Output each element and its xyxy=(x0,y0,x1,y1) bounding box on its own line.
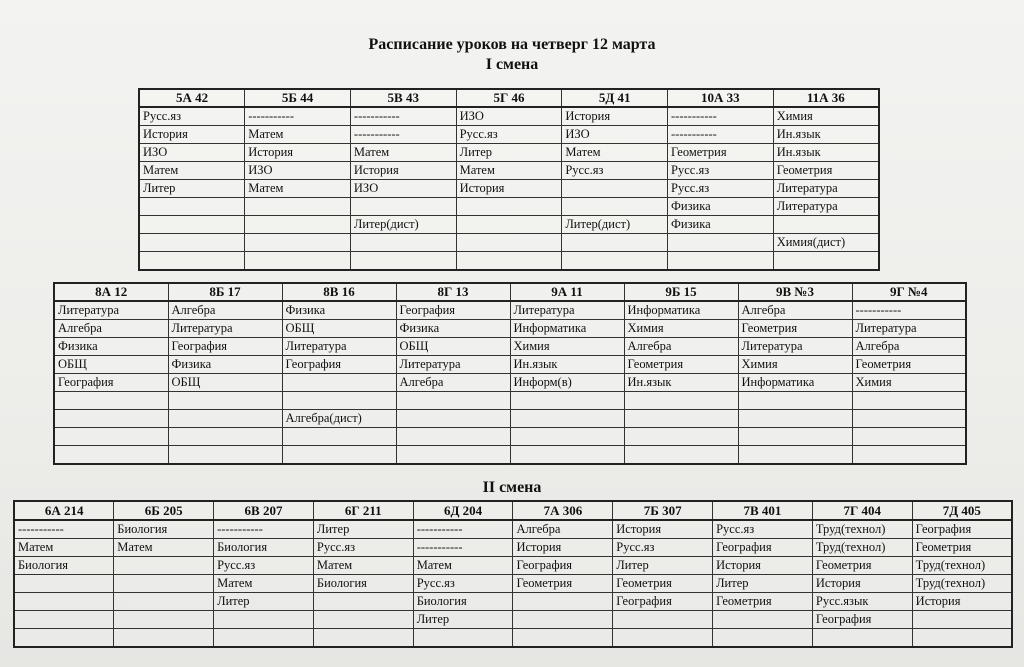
lesson-cell xyxy=(54,446,168,465)
lesson-cell: Химия xyxy=(624,320,738,338)
lesson-cell xyxy=(713,629,813,648)
lesson-cell xyxy=(912,629,1012,648)
class-header: 7Г 404 xyxy=(812,501,912,520)
lesson-cell: Литература xyxy=(510,301,624,320)
lesson-cell: ----------- xyxy=(14,520,114,539)
lesson-cell: Русс.яз xyxy=(668,180,774,198)
class-header: 7Д 405 xyxy=(912,501,1012,520)
lesson-cell: Русс.язык xyxy=(812,593,912,611)
lesson-cell: Литер xyxy=(456,144,562,162)
lesson-cell xyxy=(668,252,774,271)
lesson-cell: История xyxy=(350,162,456,180)
lesson-cell xyxy=(313,593,413,611)
lesson-cell xyxy=(114,575,214,593)
lesson-cell xyxy=(245,216,351,234)
lesson-cell: Русс.яз xyxy=(413,575,513,593)
lesson-cell xyxy=(413,629,513,648)
class-header: 7В 401 xyxy=(713,501,813,520)
lesson-cell xyxy=(313,629,413,648)
shift-1-label: I смена xyxy=(485,56,539,73)
lesson-row xyxy=(139,107,879,126)
lesson-cell: Литер xyxy=(214,593,314,611)
lesson-cell: География xyxy=(912,520,1012,539)
lesson-cell xyxy=(852,392,966,410)
class-header: 5Д 41 xyxy=(562,89,668,107)
lesson-cell: Ин.язык xyxy=(510,356,624,374)
lesson-cell: Алгебра xyxy=(852,338,966,356)
class-header: 8Б 17 xyxy=(168,283,282,301)
lesson-cell: Химия(дист) xyxy=(773,234,879,252)
lesson-cell xyxy=(456,216,562,234)
lesson-cell: Геометрия xyxy=(812,557,912,575)
lesson-cell: Русс.яз xyxy=(313,539,413,557)
lesson-row xyxy=(14,593,1012,611)
lesson-cell xyxy=(168,446,282,465)
lesson-cell: Литер xyxy=(313,520,413,539)
class-header: 10А 33 xyxy=(668,89,774,107)
lesson-cell xyxy=(14,575,114,593)
lesson-cell: История xyxy=(139,126,245,144)
lesson-cell xyxy=(114,557,214,575)
lesson-cell: Информатика xyxy=(624,301,738,320)
lesson-cell xyxy=(350,234,456,252)
lesson-cell: Алгебра xyxy=(738,301,852,320)
lesson-row xyxy=(14,575,1012,593)
lesson-row xyxy=(14,520,1012,539)
lesson-cell xyxy=(562,252,668,271)
lesson-cell: Физика xyxy=(168,356,282,374)
lesson-cell: ИЗО xyxy=(562,126,668,144)
lesson-cell: Алгебра xyxy=(168,301,282,320)
lesson-cell: Литер xyxy=(613,557,713,575)
lesson-cell: Геометрия xyxy=(513,575,613,593)
class-header: 5Б 44 xyxy=(245,89,351,107)
lesson-cell xyxy=(114,629,214,648)
lesson-cell: Литер xyxy=(139,180,245,198)
lesson-cell: Русс.яз xyxy=(214,557,314,575)
lesson-cell: Биология xyxy=(214,539,314,557)
lesson-cell: География xyxy=(513,557,613,575)
class-header: 5Г 46 xyxy=(456,89,562,107)
lesson-cell xyxy=(282,392,396,410)
lesson-cell xyxy=(510,410,624,428)
lesson-cell xyxy=(513,593,613,611)
lesson-cell: Биология xyxy=(313,575,413,593)
lesson-cell xyxy=(168,410,282,428)
lesson-cell xyxy=(510,392,624,410)
class-header: 9Б 15 xyxy=(624,283,738,301)
lesson-cell: ----------- xyxy=(852,301,966,320)
lesson-row xyxy=(14,629,1012,648)
class-header: 9Г №4 xyxy=(852,283,966,301)
class-header: 6Б 205 xyxy=(114,501,214,520)
lesson-cell: Литература xyxy=(282,338,396,356)
lesson-cell: География xyxy=(168,338,282,356)
lesson-cell xyxy=(14,593,114,611)
lesson-cell: География xyxy=(713,539,813,557)
class-header: 5А 42 xyxy=(139,89,245,107)
class-header: 11А 36 xyxy=(773,89,879,107)
lesson-cell: История xyxy=(513,539,613,557)
lesson-cell: Матем xyxy=(313,557,413,575)
lesson-row xyxy=(139,234,879,252)
lesson-row xyxy=(54,301,966,320)
lesson-cell xyxy=(624,410,738,428)
lesson-cell xyxy=(562,234,668,252)
lesson-cell: География xyxy=(812,611,912,629)
lesson-cell: Геометрия xyxy=(668,144,774,162)
lesson-cell xyxy=(114,593,214,611)
lesson-cell: Литер(дист) xyxy=(350,216,456,234)
lesson-cell: История xyxy=(912,593,1012,611)
lesson-cell xyxy=(812,629,912,648)
lesson-cell xyxy=(738,410,852,428)
lesson-cell: Химия xyxy=(852,374,966,392)
lesson-cell xyxy=(396,392,510,410)
lesson-cell: Матем xyxy=(350,144,456,162)
lesson-cell xyxy=(613,629,713,648)
lesson-cell: ----------- xyxy=(413,520,513,539)
lesson-cell: Русс.яз xyxy=(613,539,713,557)
lesson-cell: Литер xyxy=(713,575,813,593)
lesson-cell: Геометрия xyxy=(773,162,879,180)
lesson-cell: ИЗО xyxy=(350,180,456,198)
lesson-row xyxy=(14,539,1012,557)
lesson-cell: Русс.яз xyxy=(139,107,245,126)
lesson-cell: ИЗО xyxy=(456,107,562,126)
header-row xyxy=(14,501,1012,520)
lesson-cell xyxy=(668,234,774,252)
lesson-cell xyxy=(282,374,396,392)
lesson-cell: Литература xyxy=(773,198,879,216)
lesson-cell xyxy=(396,428,510,446)
class-header: 7А 306 xyxy=(513,501,613,520)
class-header: 9В №3 xyxy=(738,283,852,301)
lesson-cell: Ин.язык xyxy=(773,126,879,144)
lesson-cell: Информатика xyxy=(510,320,624,338)
lesson-cell xyxy=(14,611,114,629)
class-header: 5В 43 xyxy=(350,89,456,107)
lesson-cell: Геометрия xyxy=(852,356,966,374)
lesson-cell xyxy=(738,446,852,465)
lesson-cell: Алгебра xyxy=(624,338,738,356)
lesson-cell: Русс.яз xyxy=(668,162,774,180)
lesson-cell: Литература xyxy=(168,320,282,338)
lesson-cell xyxy=(214,629,314,648)
header-row xyxy=(54,283,966,301)
lesson-cell: Биология xyxy=(413,593,513,611)
class-header: 6А 214 xyxy=(14,501,114,520)
lesson-cell xyxy=(852,446,966,465)
lesson-cell: Матем xyxy=(245,180,351,198)
lesson-cell: Матем xyxy=(245,126,351,144)
lesson-cell: Русс.яз xyxy=(562,162,668,180)
lesson-cell: История xyxy=(456,180,562,198)
lesson-cell xyxy=(139,252,245,271)
lesson-cell: История xyxy=(812,575,912,593)
lesson-cell xyxy=(350,252,456,271)
lesson-row xyxy=(54,374,966,392)
lesson-cell xyxy=(852,428,966,446)
lesson-cell: ----------- xyxy=(214,520,314,539)
lesson-cell xyxy=(456,252,562,271)
lesson-cell: Физика xyxy=(54,338,168,356)
lesson-row xyxy=(139,126,879,144)
lesson-cell: Литер(дист) xyxy=(562,216,668,234)
class-header: 6В 207 xyxy=(214,501,314,520)
lesson-cell: Литература xyxy=(852,320,966,338)
lesson-row xyxy=(54,392,966,410)
class-header: 8В 16 xyxy=(282,283,396,301)
lesson-cell: ----------- xyxy=(668,126,774,144)
lesson-row xyxy=(54,320,966,338)
lesson-cell: ----------- xyxy=(413,539,513,557)
lesson-cell xyxy=(713,611,813,629)
lesson-cell: Ин.язык xyxy=(624,374,738,392)
lesson-cell xyxy=(139,216,245,234)
lesson-cell: Геометрия xyxy=(624,356,738,374)
lesson-cell: Информ(в) xyxy=(510,374,624,392)
lesson-cell xyxy=(510,446,624,465)
lesson-cell xyxy=(396,446,510,465)
lesson-cell xyxy=(14,629,114,648)
schedule-table-grades-6-7 xyxy=(13,500,1013,648)
lesson-row xyxy=(139,180,879,198)
lesson-cell: ИЗО xyxy=(139,144,245,162)
lesson-cell: ИЗО xyxy=(245,162,351,180)
page-title: Расписание уроков на четверг 12 марта xyxy=(368,36,656,53)
lesson-cell: Алгебра xyxy=(54,320,168,338)
lesson-cell: История xyxy=(713,557,813,575)
lesson-cell xyxy=(168,392,282,410)
lesson-cell: Матем xyxy=(114,539,214,557)
lesson-row xyxy=(14,557,1012,575)
lesson-cell: ----------- xyxy=(350,107,456,126)
lesson-cell: Матем xyxy=(413,557,513,575)
header-row xyxy=(139,89,879,107)
lesson-cell: География xyxy=(613,593,713,611)
lesson-cell xyxy=(513,611,613,629)
lesson-cell xyxy=(852,410,966,428)
lesson-cell: Биология xyxy=(14,557,114,575)
class-header: 6Г 211 xyxy=(313,501,413,520)
lesson-cell: Литер xyxy=(413,611,513,629)
lesson-cell: Физика xyxy=(668,216,774,234)
lesson-cell xyxy=(245,252,351,271)
schedule-table-grades-5-11 xyxy=(138,88,880,271)
lesson-cell: ----------- xyxy=(245,107,351,126)
class-header: 6Д 204 xyxy=(413,501,513,520)
lesson-cell: Физика xyxy=(668,198,774,216)
lesson-cell: География xyxy=(282,356,396,374)
lesson-cell xyxy=(624,428,738,446)
schedule-table-grades-8-9 xyxy=(53,282,967,465)
lesson-cell: Труд(технол) xyxy=(812,539,912,557)
lesson-cell: Труд(технол) xyxy=(912,575,1012,593)
lesson-cell: Алгебра xyxy=(396,374,510,392)
lesson-cell: Информатика xyxy=(738,374,852,392)
lesson-cell xyxy=(773,252,879,271)
lesson-cell: ОБЩ xyxy=(168,374,282,392)
lesson-cell xyxy=(513,629,613,648)
lesson-row xyxy=(139,198,879,216)
lesson-cell: Матем xyxy=(562,144,668,162)
lesson-cell: ОБЩ xyxy=(282,320,396,338)
lesson-cell xyxy=(456,198,562,216)
lesson-cell xyxy=(350,198,456,216)
lesson-cell: География xyxy=(396,301,510,320)
lesson-cell: ----------- xyxy=(668,107,774,126)
lesson-cell: Алгебра(дист) xyxy=(282,410,396,428)
lesson-cell xyxy=(282,428,396,446)
lesson-cell: Русс.яз xyxy=(456,126,562,144)
lesson-cell: Литература xyxy=(396,356,510,374)
lesson-cell: История xyxy=(613,520,713,539)
lesson-cell xyxy=(562,180,668,198)
lesson-cell: Матем xyxy=(14,539,114,557)
lesson-cell xyxy=(139,198,245,216)
lesson-cell xyxy=(912,611,1012,629)
lesson-cell xyxy=(245,234,351,252)
class-header: 9А 11 xyxy=(510,283,624,301)
lesson-cell xyxy=(396,410,510,428)
lesson-cell: Труд(технол) xyxy=(812,520,912,539)
lesson-cell: Химия xyxy=(510,338,624,356)
lesson-row xyxy=(54,428,966,446)
lesson-row xyxy=(139,144,879,162)
lesson-cell: Литература xyxy=(773,180,879,198)
lesson-cell xyxy=(245,198,351,216)
lesson-cell: ОБЩ xyxy=(396,338,510,356)
lesson-cell: Геометрия xyxy=(738,320,852,338)
lesson-cell: Биология xyxy=(114,520,214,539)
lesson-cell xyxy=(624,446,738,465)
lesson-row xyxy=(54,356,966,374)
class-header: 8А 12 xyxy=(54,283,168,301)
lesson-cell xyxy=(738,428,852,446)
lesson-cell: Ин.язык xyxy=(773,144,879,162)
lesson-cell xyxy=(168,428,282,446)
lesson-cell: Химия xyxy=(773,107,879,126)
class-header: 7Б 307 xyxy=(613,501,713,520)
lesson-cell xyxy=(456,234,562,252)
lesson-cell: Матем xyxy=(139,162,245,180)
lesson-cell xyxy=(214,611,314,629)
lesson-cell xyxy=(54,410,168,428)
lesson-cell: Геометрия xyxy=(912,539,1012,557)
lesson-cell: Алгебра xyxy=(513,520,613,539)
lesson-cell: Литература xyxy=(54,301,168,320)
lesson-cell xyxy=(624,392,738,410)
lesson-cell: Матем xyxy=(456,162,562,180)
lesson-cell xyxy=(313,611,413,629)
lesson-cell xyxy=(738,392,852,410)
lesson-cell xyxy=(613,611,713,629)
lesson-row xyxy=(54,338,966,356)
lesson-cell: Литература xyxy=(738,338,852,356)
lesson-cell xyxy=(139,234,245,252)
lesson-cell xyxy=(54,392,168,410)
lesson-row xyxy=(139,252,879,271)
lesson-cell: Геометрия xyxy=(713,593,813,611)
lesson-cell xyxy=(54,428,168,446)
lesson-cell: Труд(технол) xyxy=(912,557,1012,575)
lesson-row xyxy=(54,410,966,428)
shift-2-label: II смена xyxy=(482,479,542,496)
lesson-cell: Матем xyxy=(214,575,314,593)
lesson-cell xyxy=(562,198,668,216)
lesson-cell: ОБЩ xyxy=(54,356,168,374)
lesson-cell: История xyxy=(245,144,351,162)
lesson-row xyxy=(139,162,879,180)
lesson-cell: Химия xyxy=(738,356,852,374)
lesson-cell: Физика xyxy=(282,301,396,320)
lesson-cell: География xyxy=(54,374,168,392)
lesson-cell xyxy=(282,446,396,465)
lesson-cell: История xyxy=(562,107,668,126)
lesson-cell: Геометрия xyxy=(613,575,713,593)
lesson-cell xyxy=(114,611,214,629)
lesson-row xyxy=(139,216,879,234)
lesson-cell: Физика xyxy=(396,320,510,338)
class-header: 8Г 13 xyxy=(396,283,510,301)
lesson-cell: Русс.яз xyxy=(713,520,813,539)
lesson-cell xyxy=(510,428,624,446)
lesson-row xyxy=(14,611,1012,629)
lesson-cell: ----------- xyxy=(350,126,456,144)
lesson-cell xyxy=(773,216,879,234)
lesson-row xyxy=(54,446,966,465)
